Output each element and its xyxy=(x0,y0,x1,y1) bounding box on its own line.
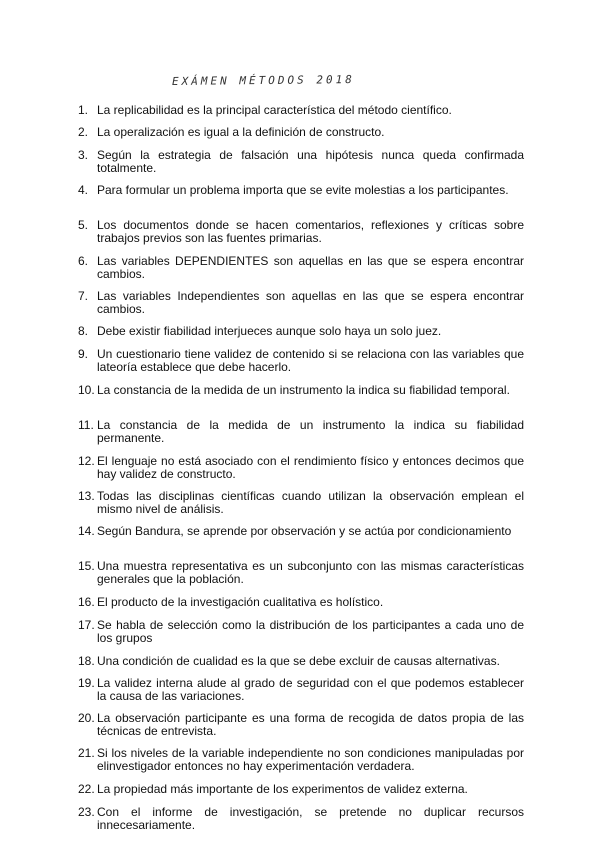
question-number: 14. xyxy=(78,524,95,538)
question-text: El producto de la investigación cualitativa es holístico. xyxy=(97,595,384,609)
question-text: Según Bandura, se aprende por observación y se actúa por condicionamiento xyxy=(97,524,512,538)
question-text: La propiedad más importante de los experimentos de validez externa. xyxy=(97,782,468,796)
question-item xyxy=(78,677,524,703)
question-number: 2. xyxy=(78,125,89,139)
question-item xyxy=(78,184,524,197)
question-number: 15. xyxy=(78,559,95,573)
question-number: 4. xyxy=(78,183,89,197)
question-text: Las variables DEPENDIENTES son aquellas en las que se espera encontrar cambios. xyxy=(97,254,524,281)
question-text: La validez interna alude al grado de seguridad con el que podemos establecer la causa de las variaciones. xyxy=(97,676,524,703)
question-item xyxy=(78,149,524,175)
question-text: Todas las disciplinas científicas cuando utilizan la observación emplean el mismo nivel de análisis. xyxy=(97,489,524,516)
question-text: Se habla de selección como la distribución de los participantes a cada uno de los grupos xyxy=(97,618,524,645)
question-item xyxy=(78,219,524,245)
question-number: 6. xyxy=(78,254,89,268)
question-item xyxy=(78,419,524,445)
question-number: 23. xyxy=(78,805,95,819)
question-text: Debe existir fiabilidad interjueces aunque solo haya un solo juez. xyxy=(97,324,442,338)
question-item xyxy=(78,655,524,668)
question-number: 16. xyxy=(78,595,95,609)
question-item xyxy=(78,747,524,773)
question-number: 18. xyxy=(78,654,95,668)
question-number: 17. xyxy=(78,618,95,632)
question-item xyxy=(78,455,524,481)
question-text: La observación participante es una forma de recogida de datos propia de las técnicas de entrevista. xyxy=(97,711,524,738)
question-item xyxy=(78,290,524,316)
question-number: 11. xyxy=(78,418,94,432)
question-number: 21. xyxy=(78,746,95,760)
question-item xyxy=(78,104,524,117)
question-number: 8. xyxy=(78,324,89,338)
question-text: Si los niveles de la variable independiente no son condiciones manipuladas por elinvestigador entonces no hay experimentación verdadera. xyxy=(97,746,524,773)
question-number: 22. xyxy=(78,782,95,796)
question-item xyxy=(78,348,524,374)
question-text: El lenguaje no está asociado con el rendimiento físico y entonces decimos que hay validez de constructo. xyxy=(97,454,524,481)
question-number: 3. xyxy=(78,148,89,162)
question-item xyxy=(78,126,524,139)
question-text: La constancia de la medida de un instrumento la indica su fiabilidad permanente. xyxy=(97,418,524,445)
question-number: 5. xyxy=(78,218,89,232)
question-item xyxy=(78,712,524,738)
question-item xyxy=(78,560,524,586)
question-number: 10. xyxy=(78,383,95,397)
question-number: 9. xyxy=(78,347,89,361)
question-text: Con el informe de investigación, se pretende no duplicar recursos innecesariamente. xyxy=(97,805,524,832)
question-item xyxy=(78,255,524,281)
question-item xyxy=(78,325,524,338)
question-item xyxy=(78,490,524,516)
question-text: Según la estrategia de falsación una hipótesis nunca queda confirmada totalmente. xyxy=(97,148,524,175)
question-text: La constancia de la medida de un instrumento la indica su fiabilidad temporal. xyxy=(97,383,510,397)
question-text: Los documentos donde se hacen comentarios, reflexiones y críticas sobre trabajos previos son las fuentes primarias. xyxy=(97,218,524,245)
question-number: 7. xyxy=(78,289,89,303)
question-text: La operalización es igual a la definición de constructo. xyxy=(97,125,385,139)
question-number: 12. xyxy=(78,454,95,468)
question-item xyxy=(78,806,524,832)
question-number: 19. xyxy=(78,676,95,690)
question-text: Una condición de cualidad es la que se debe excluir de causas alternativas. xyxy=(97,654,500,668)
question-item xyxy=(78,525,524,538)
question-number: 13. xyxy=(78,489,95,503)
question-number: 20. xyxy=(78,711,95,725)
question-text: Un cuestionario tiene validez de contenido si se relaciona con las variables que lateoría establece que debe hacerlo. xyxy=(97,347,524,374)
question-text: Las variables Independientes son aquellas en las que se espera encontrar cambios. xyxy=(97,289,524,316)
question-item xyxy=(78,596,524,609)
question-text: La replicabilidad es la principal característica del método científico. xyxy=(97,103,452,117)
question-number: 1. xyxy=(78,103,89,117)
exam-title: EXÁMEN MÉTODOS 2018 xyxy=(171,73,355,88)
question-item xyxy=(78,783,524,796)
question-text: Para formular un problema importa que se evite molestias a los participantes. xyxy=(97,183,509,197)
question-item xyxy=(78,384,524,397)
question-text: Una muestra representativa es un subconjunto con las mismas características generales que la población. xyxy=(97,559,524,586)
question-item xyxy=(78,619,524,645)
